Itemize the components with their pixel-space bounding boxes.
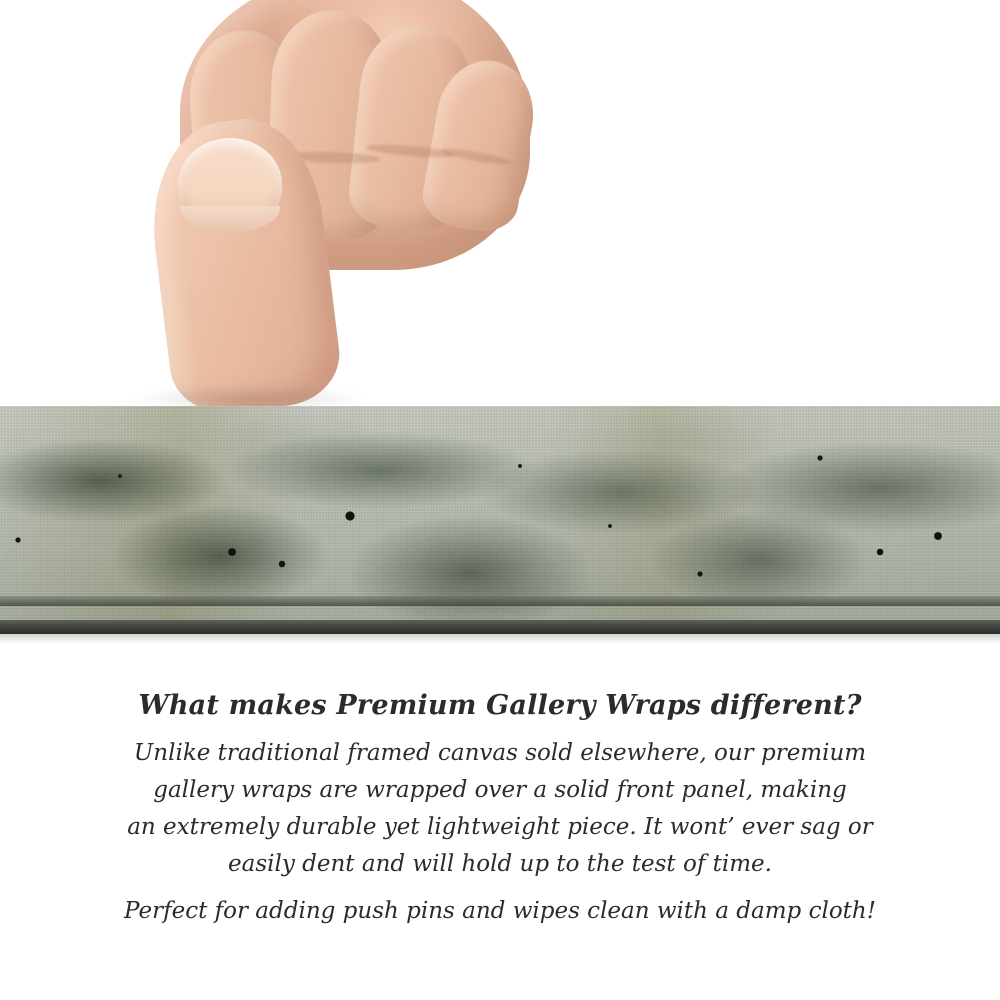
canvas-drop-shadow [0, 634, 1000, 644]
caption-line-4: easily dent and will hold up to the test of time. [228, 851, 772, 877]
canvas-dark-speckles [0, 406, 1000, 620]
caption-line-3: an extremely durable yet lightweight piece. It wont’ ever sag or [127, 814, 873, 840]
caption-block [0, 690, 1000, 930]
caption-line-1: Unlike traditional framed canvas sold elsewhere, our premium [133, 740, 867, 766]
canvas-bottom-bevel [0, 596, 1000, 606]
canvas-panel-edge [0, 620, 1000, 634]
caption-title: What makes Premium Gallery Wraps different? [138, 690, 862, 721]
hand [150, 0, 550, 420]
caption-line-2: gallery wraps are wrapped over a solid front panel, making [153, 777, 847, 803]
caption-closing-line: Perfect for adding push pins and wipes clean with a damp cloth! [124, 898, 876, 924]
canvas-wrap-edge [0, 406, 1000, 620]
